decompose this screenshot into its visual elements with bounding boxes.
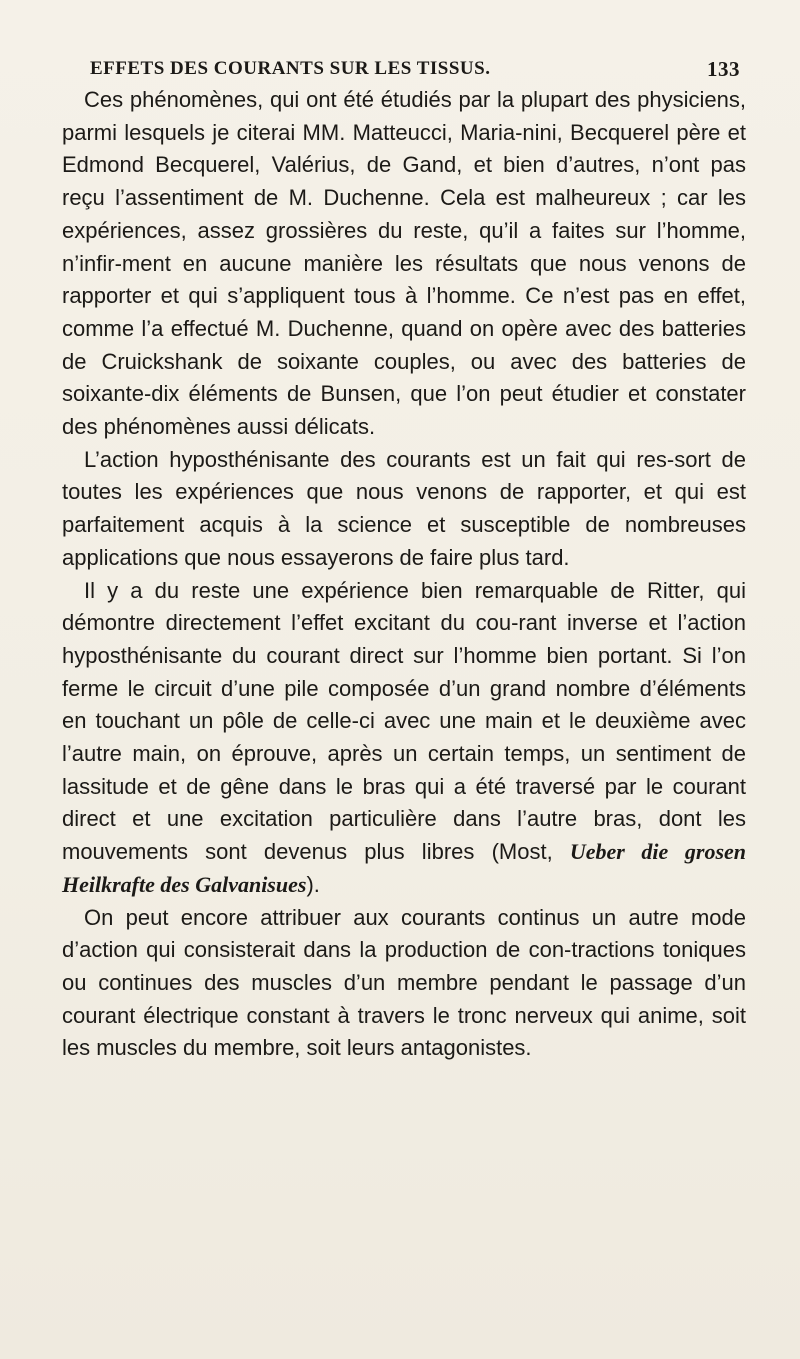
paragraph-3-text: Il y a du reste une expérience bien remarquable de Ritter, qui démontre directement l’effet excitant du cou-rant inverse et l’action hyposthénisante du courant direct sur l’homme bien portant. Si l’on ferme le circuit d’une pile composée d’un grand nombre d’éléments en touchant un pôle de celle-ci avec une main et le deuxième avec l’autre main, on éprouve, après un certain temps, un sentiment de lassitude et de gêne dans le bras qui a été traversé par le courant direct et une excitation particulière dans l’autre bras, dont les mouvements sont devenus plus libres (Most, — [62, 577, 746, 865]
paragraph-1 — [62, 84, 746, 444]
page-number: 133 — [707, 57, 740, 81]
paragraph-3 — [62, 575, 746, 902]
running-head — [90, 58, 740, 82]
paragraph-2-text: L’action hyposthénisante des courants est un fait qui res-sort de toutes les expériences que nous venons de rapporter, et qui est parfaitement acquis à la science et susceptible de nombreuses applications que nous essayerons de faire plus tard. — [62, 446, 746, 570]
paragraph-1-text: Ces phénomènes, qui ont été étudiés par la plupart des physiciens, parmi lesquels je citerai MM. Matteucci, Maria-nini, Becquerel père et Edmond Becquerel, Valérius, de Gand, et bien d’autres, n’ont pas reçu l’assentiment de M. Duchenne. Cela est malheureux ; car les expériences, assez grossières du reste, qu’il a faites sur l’homme, n’infir-ment en aucune manière les résultats que nous venons de rapporter et qui s’appliquent tous à l’homme. Ce n’est pas en effet, comme l’a effectué M. Duchenne, quand on opère avec des batteries de Cruickshank de soixante couples, ou avec des batteries de soixante-dix éléments de Bunsen, que l’on peut étudier et constater des phénomènes aussi délicats. — [62, 87, 746, 440]
paragraph-2 — [62, 444, 746, 575]
paragraph-3-tail: ). — [306, 871, 320, 897]
paragraph-4 — [62, 902, 746, 1066]
body-text — [62, 84, 746, 1065]
running-head-title: EFFETS DES COURANTS SUR LES TISSUS. — [90, 58, 491, 79]
paragraph-3-citation-title: Ueber die grosen Heilkrafte des Galvanisues — [62, 839, 747, 897]
paragraph-4-text: On peut encore attribuer aux courants continus un autre mode d’action qui consisterait dans la production de con-tractions toniques ou continues des muscles d’un membre pendant le passage d’un courant électrique constant à travers le tronc nerveux qui anime, soit les muscles du membre, soit leurs antagonistes. — [62, 904, 746, 1061]
